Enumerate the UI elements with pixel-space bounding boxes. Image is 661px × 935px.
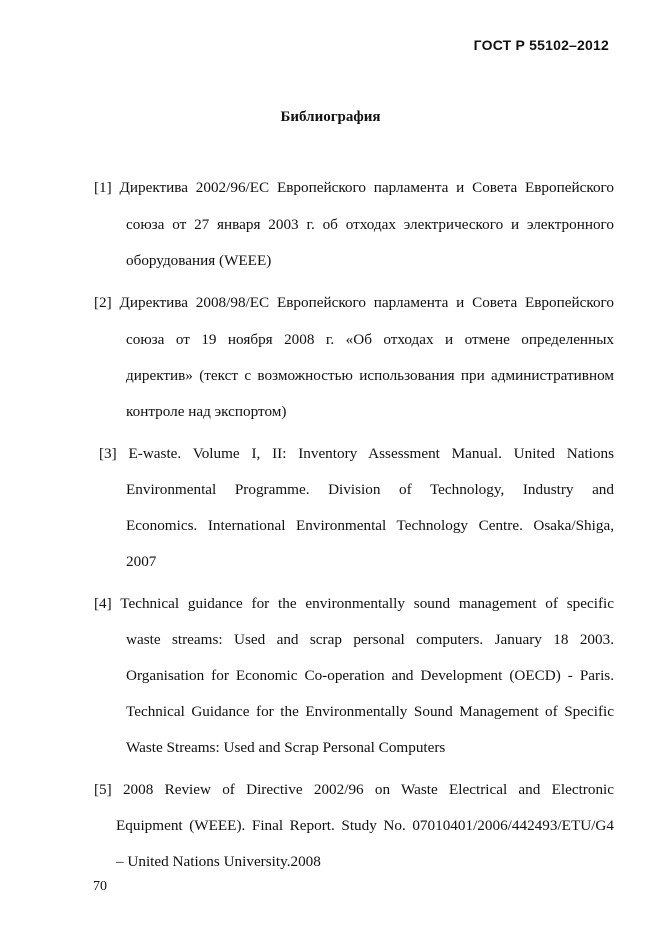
- entry-line: 2007: [126, 553, 157, 570]
- entry-line: Environmental Programme. Division of Technology, Industry and: [126, 481, 614, 498]
- entry-line: [3] E-waste. Volume I, II: Inventory Assessment Manual. United Nations: [99, 445, 614, 462]
- entry-line: Waste Streams: Used and Scrap Personal Computers: [126, 739, 446, 756]
- entry-line: [5] 2008 Review of Directive 2002/96 on Waste Electrical and Electronic: [94, 781, 614, 798]
- entry-line: союза от 19 ноября 2008 г. «Об отходах и отмене определенных: [126, 331, 614, 348]
- entry-line: союза от 27 января 2003 г. об отходах электрического и электронного: [126, 216, 614, 233]
- entry-line: оборудования (WEEE): [126, 252, 272, 269]
- entry-line: Organisation for Economic Co-operation and Development (OECD) - Paris.: [126, 667, 614, 684]
- entry-line: Technical Guidance for the Environmentally Sound Management of Specific: [126, 703, 614, 720]
- entry-line: Economics. International Environmental Technology Centre. Osaka/Shiga,: [126, 517, 614, 534]
- standard-code: ГОСТ Р 55102–2012: [473, 37, 609, 53]
- entry-line: Equipment (WEEE). Final Report. Study No. 07010401/2006/442493/ETU/G4: [116, 817, 614, 834]
- page-title: Библиография: [280, 109, 381, 125]
- page-number: 70: [93, 879, 107, 894]
- entry-line: [2] Директива 2008/98/ЕС Европейского парламента и Совета Европейского: [94, 294, 614, 311]
- entry-line: [1] Директива 2002/96/ЕС Европейского парламента и Совета Европейского: [94, 179, 614, 196]
- entry-line: waste streams: Used and scrap personal computers. January 18 2003.: [126, 631, 614, 648]
- entry-line: контроле над экспортом): [126, 403, 287, 420]
- entry-line: директив» (текст с возможностью использования при административном: [126, 367, 614, 384]
- entry-line: [4] Technical guidance for the environmentally sound management of specific: [94, 595, 614, 612]
- entry-line: – United Nations University.2008: [116, 853, 321, 870]
